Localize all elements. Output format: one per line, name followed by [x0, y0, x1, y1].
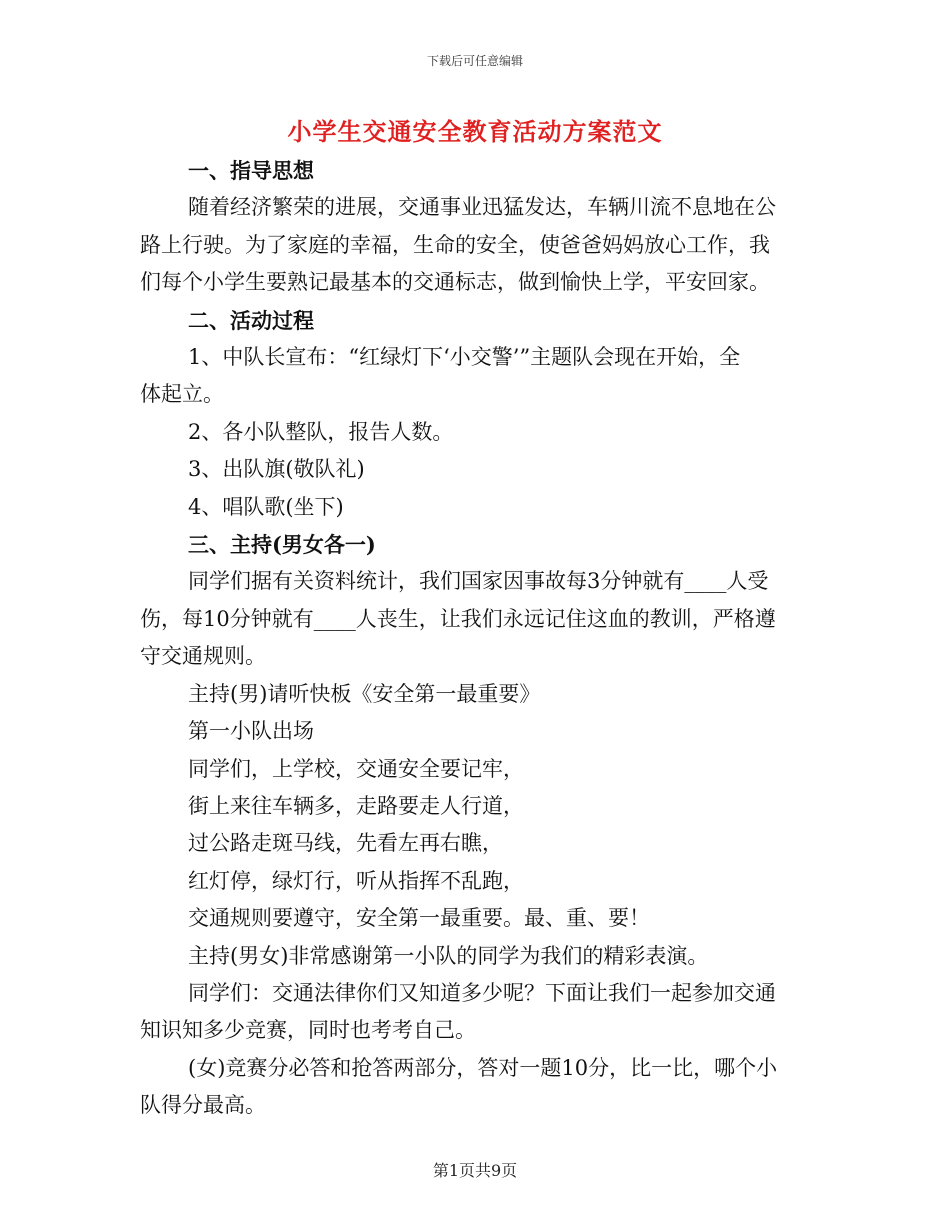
document-title: 小学生交通安全教育活动方案范文	[287, 117, 663, 146]
body-text-line: 主持(男)请听快板《安全第一最重要》	[188, 681, 541, 706]
body-text-line: 们每个小学生要熟记最基本的交通标志，做到愉快上学，平安回家。	[140, 270, 770, 295]
body-text-line: 体起立。	[140, 382, 224, 407]
body-text-line: 同学们据有关资料统计，我们国家因事故每3分钟就有____人受	[188, 569, 769, 594]
section-heading: 一、指导思想	[188, 158, 314, 183]
body-text-line: 交通规则要遵守，安全第一最重要。最、重、要！	[188, 906, 650, 931]
body-text-line: 街上来往车辆多，走路要走人行道，	[188, 793, 524, 818]
body-text-line: 红灯停，绿灯行，听从指挥不乱跑，	[188, 868, 524, 893]
body-text-line: 1、中队长宣布：“红绿灯下‘小交警’”主题队会现在开始，全	[188, 345, 741, 370]
body-text-line: 守交通规则。	[140, 644, 266, 669]
body-text-line: 同学们：交通法律你们又知道多少呢？下面让我们一起参加交通	[188, 980, 776, 1005]
body-text-line: 4、唱队歌(坐下)	[188, 494, 344, 519]
body-text-line: 2、各小队整队，报告人数。	[188, 419, 454, 444]
body-text-line: 随着经济繁荣的进展，交通事业迅猛发达，车辆川流不息地在公	[188, 195, 776, 220]
body-text-line: (女)竞赛分必答和抢答两部分，答对一题10分，比一比，哪个小	[188, 1055, 778, 1080]
page-header: 下载后可任意编辑	[426, 54, 523, 68]
body-text-line: 主持(男女)非常感谢第一小队的同学为我们的精彩表演。	[188, 943, 709, 968]
body-text-line: 第一小队出场	[188, 719, 314, 744]
body-text-line: 队得分最高。	[140, 1093, 266, 1118]
section-heading: 三、主持(男女各一)	[188, 532, 376, 558]
body-text-line: 过公路走斑马线，先看左再右瞧，	[188, 831, 503, 856]
body-text-line: 3、出队旗(敬队礼)	[188, 457, 365, 482]
body-text-line: 知识知多少竞赛，同时也考考自己。	[140, 1018, 476, 1043]
body-text-line: 同学们，上学校，交通安全要记牢，	[188, 756, 524, 781]
body-text-line: 伤，每10分钟就有____人丧生，让我们永远记住这血的教训，严格遵	[140, 606, 776, 631]
page-footer: 第1页共9页	[432, 1161, 518, 1180]
body-text-line: 路上行驶。为了家庭的幸福，生命的安全，使爸爸妈妈放心工作，我	[140, 232, 770, 257]
document-body	[140, 152, 810, 1125]
section-heading: 二、活动过程	[188, 307, 314, 333]
